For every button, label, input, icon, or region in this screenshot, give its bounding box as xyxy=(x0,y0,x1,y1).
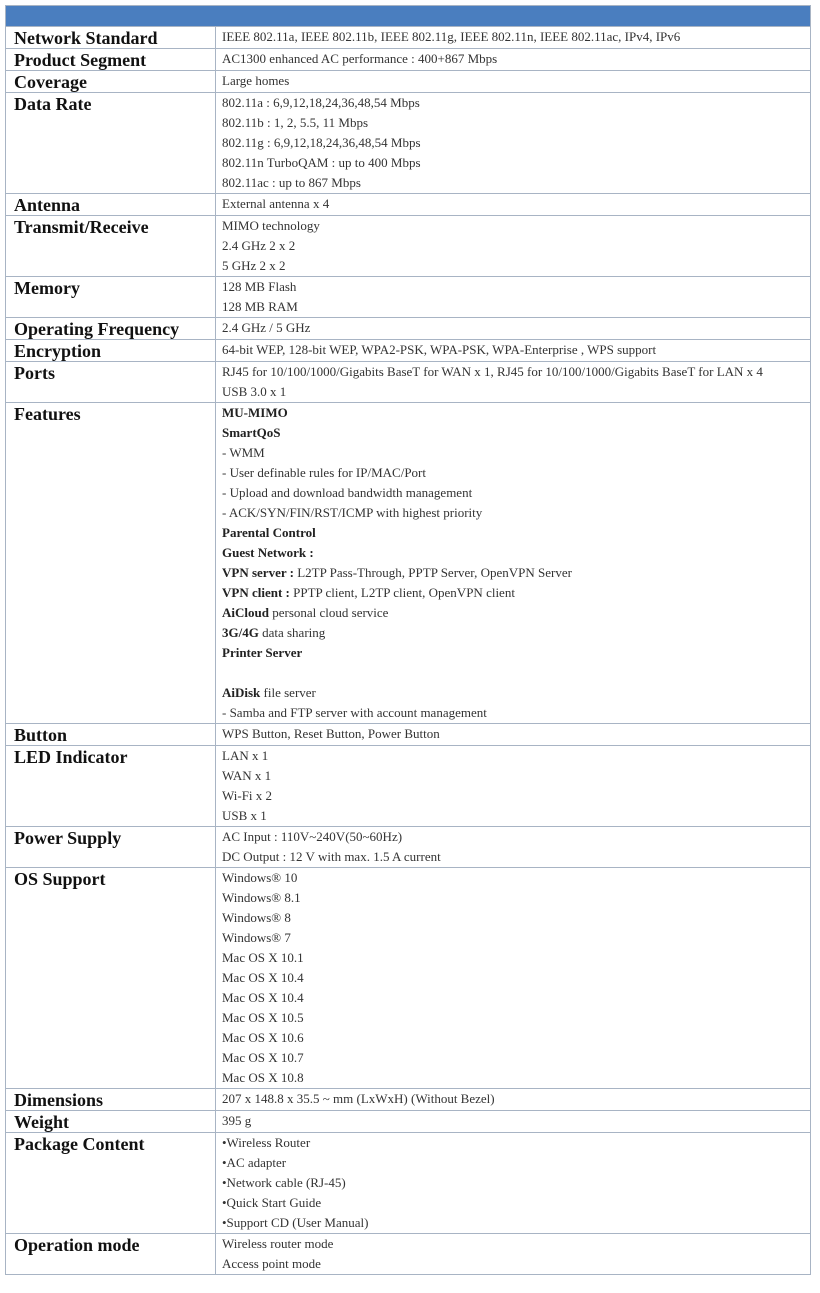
spec-value-text: Windows® 8 xyxy=(222,910,291,925)
spec-value-line xyxy=(222,1028,804,1048)
spec-value xyxy=(216,403,811,724)
spec-value-bold: VPN client : xyxy=(222,585,290,600)
spec-value-bold: SmartQoS xyxy=(222,425,281,440)
spec-value-line xyxy=(222,1193,804,1213)
spec-value-text: 802.11n TurboQAM : up to 400 Mbps xyxy=(222,155,421,170)
header-bar-cell xyxy=(6,6,811,27)
spec-row xyxy=(6,27,811,49)
spec-row xyxy=(6,1111,811,1133)
spec-label: Network Standard xyxy=(6,27,216,49)
spec-value-bold: 3G/4G xyxy=(222,625,259,640)
spec-value xyxy=(216,746,811,827)
spec-value-line xyxy=(222,868,804,888)
spec-value-line xyxy=(222,766,804,786)
spec-label: Transmit/Receive xyxy=(6,216,216,277)
spec-value-text: - Upload and download bandwidth management xyxy=(222,485,473,500)
spec-value-line xyxy=(222,277,804,297)
spec-value-text: Windows® 8.1 xyxy=(222,890,301,905)
spec-value-text: Windows® 10 xyxy=(222,870,298,885)
spec-row xyxy=(6,93,811,194)
spec-value-line xyxy=(222,888,804,908)
spec-value-line xyxy=(222,27,804,47)
spec-label: Encryption xyxy=(6,340,216,362)
spec-value-text: L2TP Pass-Through, PPTP Server, OpenVPN Server xyxy=(293,565,572,580)
spec-value-bold: MU-MIMO xyxy=(222,405,288,420)
spec-value-text: Windows® 7 xyxy=(222,930,291,945)
spec-value-text: Mac OS X 10.1 xyxy=(222,950,304,965)
spec-value xyxy=(216,93,811,194)
spec-value-line xyxy=(222,49,804,69)
spec-value-line xyxy=(222,463,804,483)
spec-value-text: 64-bit WEP, 128-bit WEP, WPA2-PSK, WPA-PSK, WPA-Enterprise , WPS support xyxy=(222,342,657,357)
spec-row xyxy=(6,71,811,93)
spec-value-bold: AiDisk xyxy=(222,685,261,700)
spec-value-text: Mac OS X 10.4 xyxy=(222,990,304,1005)
spec-value-text: IEEE 802.11a, IEEE 802.11b, IEEE 802.11g, IEEE 802.11n, IEEE 802.11ac, IPv4, IPv6 xyxy=(222,29,681,44)
spec-value-line xyxy=(222,746,804,766)
spec-value-line xyxy=(222,113,804,133)
spec-value xyxy=(216,340,811,362)
spec-value-line xyxy=(222,683,804,703)
spec-value-line xyxy=(222,1234,804,1254)
spec-value-text: 207 x 148.8 x 35.5 ~ mm (LxWxH) (Without Bezel) xyxy=(222,1091,495,1106)
spec-value-line xyxy=(222,236,804,256)
spec-row xyxy=(6,49,811,71)
spec-label: Dimensions xyxy=(6,1089,216,1111)
spec-value xyxy=(216,27,811,49)
spec-value-bold: Printer Server xyxy=(222,645,303,660)
spec-value-line xyxy=(222,786,804,806)
spec-label: OS Support xyxy=(6,868,216,1089)
spec-value xyxy=(216,318,811,340)
spec-value-line xyxy=(222,483,804,503)
spec-row xyxy=(6,1089,811,1111)
spec-value-text: Mac OS X 10.6 xyxy=(222,1030,304,1045)
spec-value-text: •Support CD (User Manual) xyxy=(222,1215,369,1230)
spec-label: Coverage xyxy=(6,71,216,93)
spec-value-line xyxy=(222,173,804,193)
spec-value-text: Wi-Fi x 2 xyxy=(222,788,273,803)
spec-value-text: PPTP client, L2TP client, OpenVPN client xyxy=(289,585,515,600)
spec-value-line xyxy=(222,362,804,382)
spec-row xyxy=(6,194,811,216)
spec-value-line xyxy=(222,503,804,523)
spec-value-text: •Quick Start Guide xyxy=(222,1195,322,1210)
spec-value-line xyxy=(222,583,804,603)
spec-label: Ports xyxy=(6,362,216,403)
spec-value xyxy=(216,868,811,1089)
spec-label: Operating Frequency xyxy=(6,318,216,340)
spec-value-text: - WMM xyxy=(222,445,265,460)
spec-value-text: 5 GHz 2 x 2 xyxy=(222,258,286,273)
spec-value xyxy=(216,216,811,277)
spec-value-line xyxy=(222,93,804,113)
spec-value-line xyxy=(222,256,804,276)
spec-row xyxy=(6,827,811,868)
spec-value-line xyxy=(222,1213,804,1233)
spec-value-line xyxy=(222,806,804,826)
spec-value-line xyxy=(222,968,804,988)
spec-value xyxy=(216,1111,811,1133)
spec-label: Power Supply xyxy=(6,827,216,868)
spec-value-line xyxy=(222,1008,804,1028)
spec-value-line xyxy=(222,663,804,683)
spec-value-line xyxy=(222,71,804,91)
spec-value-line xyxy=(222,948,804,968)
spec-value xyxy=(216,827,811,868)
spec-value-text: Large homes xyxy=(222,73,290,88)
spec-value-text: AC1300 enhanced AC performance : 400+867 Mbps xyxy=(222,51,498,66)
spec-value-text: RJ45 for 10/100/1000/Gigabits BaseT for WAN x 1, RJ45 for 10/100/1000/Gigabits BaseT for LAN x 4 xyxy=(222,364,763,379)
spec-value-line xyxy=(222,1111,804,1131)
spec-value-line xyxy=(222,216,804,236)
spec-value-line xyxy=(222,703,804,723)
spec-value-text: WPS Button, Reset Button, Power Button xyxy=(222,726,440,741)
spec-row xyxy=(6,362,811,403)
spec-value-text: - ACK/SYN/FIN/RST/ICMP with highest priority xyxy=(222,505,483,520)
spec-value-line xyxy=(222,928,804,948)
spec-label: Package Content xyxy=(6,1133,216,1234)
spec-label: Memory xyxy=(6,277,216,318)
spec-label: Antenna xyxy=(6,194,216,216)
spec-value-line xyxy=(222,603,804,623)
spec-value-line xyxy=(222,1153,804,1173)
spec-value xyxy=(216,1089,811,1111)
table-header-bar xyxy=(6,6,811,27)
spec-label: Data Rate xyxy=(6,93,216,194)
spec-value-line xyxy=(222,1133,804,1153)
spec-value-line xyxy=(222,523,804,543)
spec-table-body xyxy=(6,6,811,1275)
spec-value-line xyxy=(222,340,804,360)
spec-value-line xyxy=(222,194,804,214)
spec-row xyxy=(6,216,811,277)
spec-value-line xyxy=(222,543,804,563)
spec-label: LED Indicator xyxy=(6,746,216,827)
spec-value xyxy=(216,49,811,71)
spec-value-text: AC Input : 110V~240V(50~60Hz) xyxy=(222,829,403,844)
spec-value-line xyxy=(222,988,804,1008)
spec-value xyxy=(216,1234,811,1275)
spec-label: Weight xyxy=(6,1111,216,1133)
spec-value-text: 802.11ac : up to 867 Mbps xyxy=(222,175,361,190)
spec-value-text: DC Output : 12 V with max. 1.5 A current xyxy=(222,849,441,864)
spec-value-line xyxy=(222,1173,804,1193)
spec-row xyxy=(6,1234,811,1275)
spec-row xyxy=(6,724,811,746)
spec-value-line xyxy=(222,908,804,928)
spec-value-line xyxy=(222,133,804,153)
spec-value xyxy=(216,194,811,216)
spec-value-text: 128 MB Flash xyxy=(222,279,297,294)
spec-value-text: - User definable rules for IP/MAC/Port xyxy=(222,465,426,480)
spec-value-text: USB 3.0 x 1 xyxy=(222,384,287,399)
spec-value-line xyxy=(222,643,804,663)
spec-row xyxy=(6,868,811,1089)
spec-value-line xyxy=(222,827,804,847)
spec-table xyxy=(5,5,811,1275)
spec-value-line xyxy=(222,1089,804,1109)
spec-row xyxy=(6,318,811,340)
spec-value-text: 128 MB RAM xyxy=(222,299,298,314)
spec-value-text: •Network cable (RJ-45) xyxy=(222,1175,346,1190)
spec-label: Button xyxy=(6,724,216,746)
spec-value-line xyxy=(222,297,804,317)
spec-value-line xyxy=(222,318,804,338)
spec-value-text: Mac OS X 10.5 xyxy=(222,1010,304,1025)
spec-value-text: 802.11b : 1, 2, 5.5, 11 Mbps xyxy=(222,115,369,130)
spec-value-line xyxy=(222,1068,804,1088)
spec-label: Product Segment xyxy=(6,49,216,71)
spec-value-line xyxy=(222,382,804,402)
spec-value-text: •Wireless Router xyxy=(222,1135,311,1150)
spec-value-line xyxy=(222,563,804,583)
spec-value-text: file server xyxy=(260,685,316,700)
spec-row xyxy=(6,403,811,724)
spec-row xyxy=(6,277,811,318)
spec-row xyxy=(6,1133,811,1234)
spec-label: Operation mode xyxy=(6,1234,216,1275)
spec-row xyxy=(6,746,811,827)
spec-value-text: LAN x 1 xyxy=(222,748,269,763)
spec-value-text: 2.4 GHz 2 x 2 xyxy=(222,238,296,253)
spec-value-text: USB x 1 xyxy=(222,808,267,823)
spec-value-text: 2.4 GHz / 5 GHz xyxy=(222,320,311,335)
spec-value-text: - Samba and FTP server with account management xyxy=(222,705,487,720)
spec-row xyxy=(6,340,811,362)
spec-value-line xyxy=(222,423,804,443)
spec-value-line xyxy=(222,403,804,423)
spec-value-bold: Guest Network : xyxy=(222,545,314,560)
spec-value-bold: AiCloud xyxy=(222,605,269,620)
spec-value xyxy=(216,362,811,403)
spec-value xyxy=(216,277,811,318)
spec-value-text: WAN x 1 xyxy=(222,768,272,783)
spec-value-text: Mac OS X 10.7 xyxy=(222,1050,304,1065)
spec-value-text: External antenna x 4 xyxy=(222,196,330,211)
spec-value-line xyxy=(222,153,804,173)
spec-value-line xyxy=(222,847,804,867)
spec-value-line xyxy=(222,1254,804,1274)
spec-value-text: Mac OS X 10.8 xyxy=(222,1070,304,1085)
spec-value-line xyxy=(222,1048,804,1068)
spec-label: Features xyxy=(6,403,216,724)
spec-value-text: MIMO technology xyxy=(222,218,320,233)
spec-value-line xyxy=(222,623,804,643)
spec-value-text: 802.11g : 6,9,12,18,24,36,48,54 Mbps xyxy=(222,135,421,150)
spec-value-text: data sharing xyxy=(258,625,326,640)
spec-value-text: 802.11a : 6,9,12,18,24,36,48,54 Mbps xyxy=(222,95,420,110)
spec-value xyxy=(216,1133,811,1234)
spec-value-text: •AC adapter xyxy=(222,1155,287,1170)
spec-value-line xyxy=(222,724,804,744)
spec-value-text: Mac OS X 10.4 xyxy=(222,970,304,985)
spec-value-text: 395 g xyxy=(222,1113,252,1128)
spec-value-text: Access point mode xyxy=(222,1256,321,1271)
spec-value xyxy=(216,724,811,746)
spec-value-text: Wireless router mode xyxy=(222,1236,334,1251)
spec-value-bold: Parental Control xyxy=(222,525,316,540)
spec-value xyxy=(216,71,811,93)
spec-value-text: personal cloud service xyxy=(268,605,389,620)
spec-value-bold: VPN server : xyxy=(222,565,294,580)
spec-value-line xyxy=(222,443,804,463)
